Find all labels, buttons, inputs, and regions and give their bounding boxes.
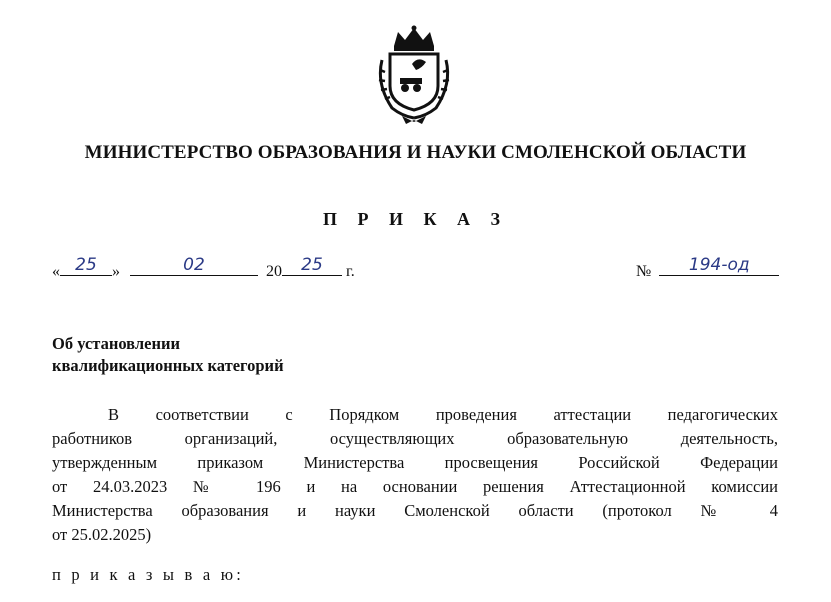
- document-type-heading: П Р И К А З: [322, 209, 509, 229]
- subject-line-1: Об установлении: [52, 334, 180, 353]
- month-blank: [130, 255, 258, 276]
- subject-line-2: квалификационных категорий: [52, 356, 284, 375]
- handwritten-day: 25: [75, 255, 97, 275]
- body-line: утвержденным приказом Министерства просвещения Российской Федерации: [52, 453, 778, 472]
- body-line: от 24.03.2023 № 196 и на основании решения Аттестационной комиссии: [52, 477, 778, 496]
- number-sign: №: [636, 263, 652, 280]
- day-blank: [60, 255, 112, 276]
- order-body-paragraph: [52, 403, 778, 547]
- body-line: от 25.02.2025): [52, 525, 152, 544]
- date-line: [52, 255, 355, 281]
- year-abbreviation: г.: [346, 263, 355, 280]
- order-directive-word: п р и к а з ы в а ю:: [52, 565, 245, 584]
- handwritten-month: 02: [183, 255, 205, 275]
- order-number-line: [636, 255, 779, 281]
- handwritten-order-number: 194-од: [688, 255, 750, 275]
- year-blank: [282, 255, 342, 276]
- year-prefix: 20: [266, 263, 282, 280]
- body-line: Министерства образования и науки Смоленской области (протокол № 4: [52, 501, 778, 520]
- close-quote: »: [112, 263, 120, 280]
- ministry-title: МИНИСТЕРСТВО ОБРАЗОВАНИЯ И НАУКИ СМОЛЕНСКОЙ ОБЛАСТИ: [84, 142, 747, 163]
- open-quote: «: [52, 263, 60, 280]
- body-line: работников организаций, осуществляющих образовательную деятельность,: [52, 429, 778, 448]
- number-blank: [659, 255, 779, 276]
- smolensk-coat-of-arms-emblem: [372, 24, 456, 126]
- body-line: В соответствии с Порядком проведения аттестации педагогических: [108, 405, 778, 424]
- order-subject: [52, 333, 284, 377]
- handwritten-year: 25: [301, 255, 323, 275]
